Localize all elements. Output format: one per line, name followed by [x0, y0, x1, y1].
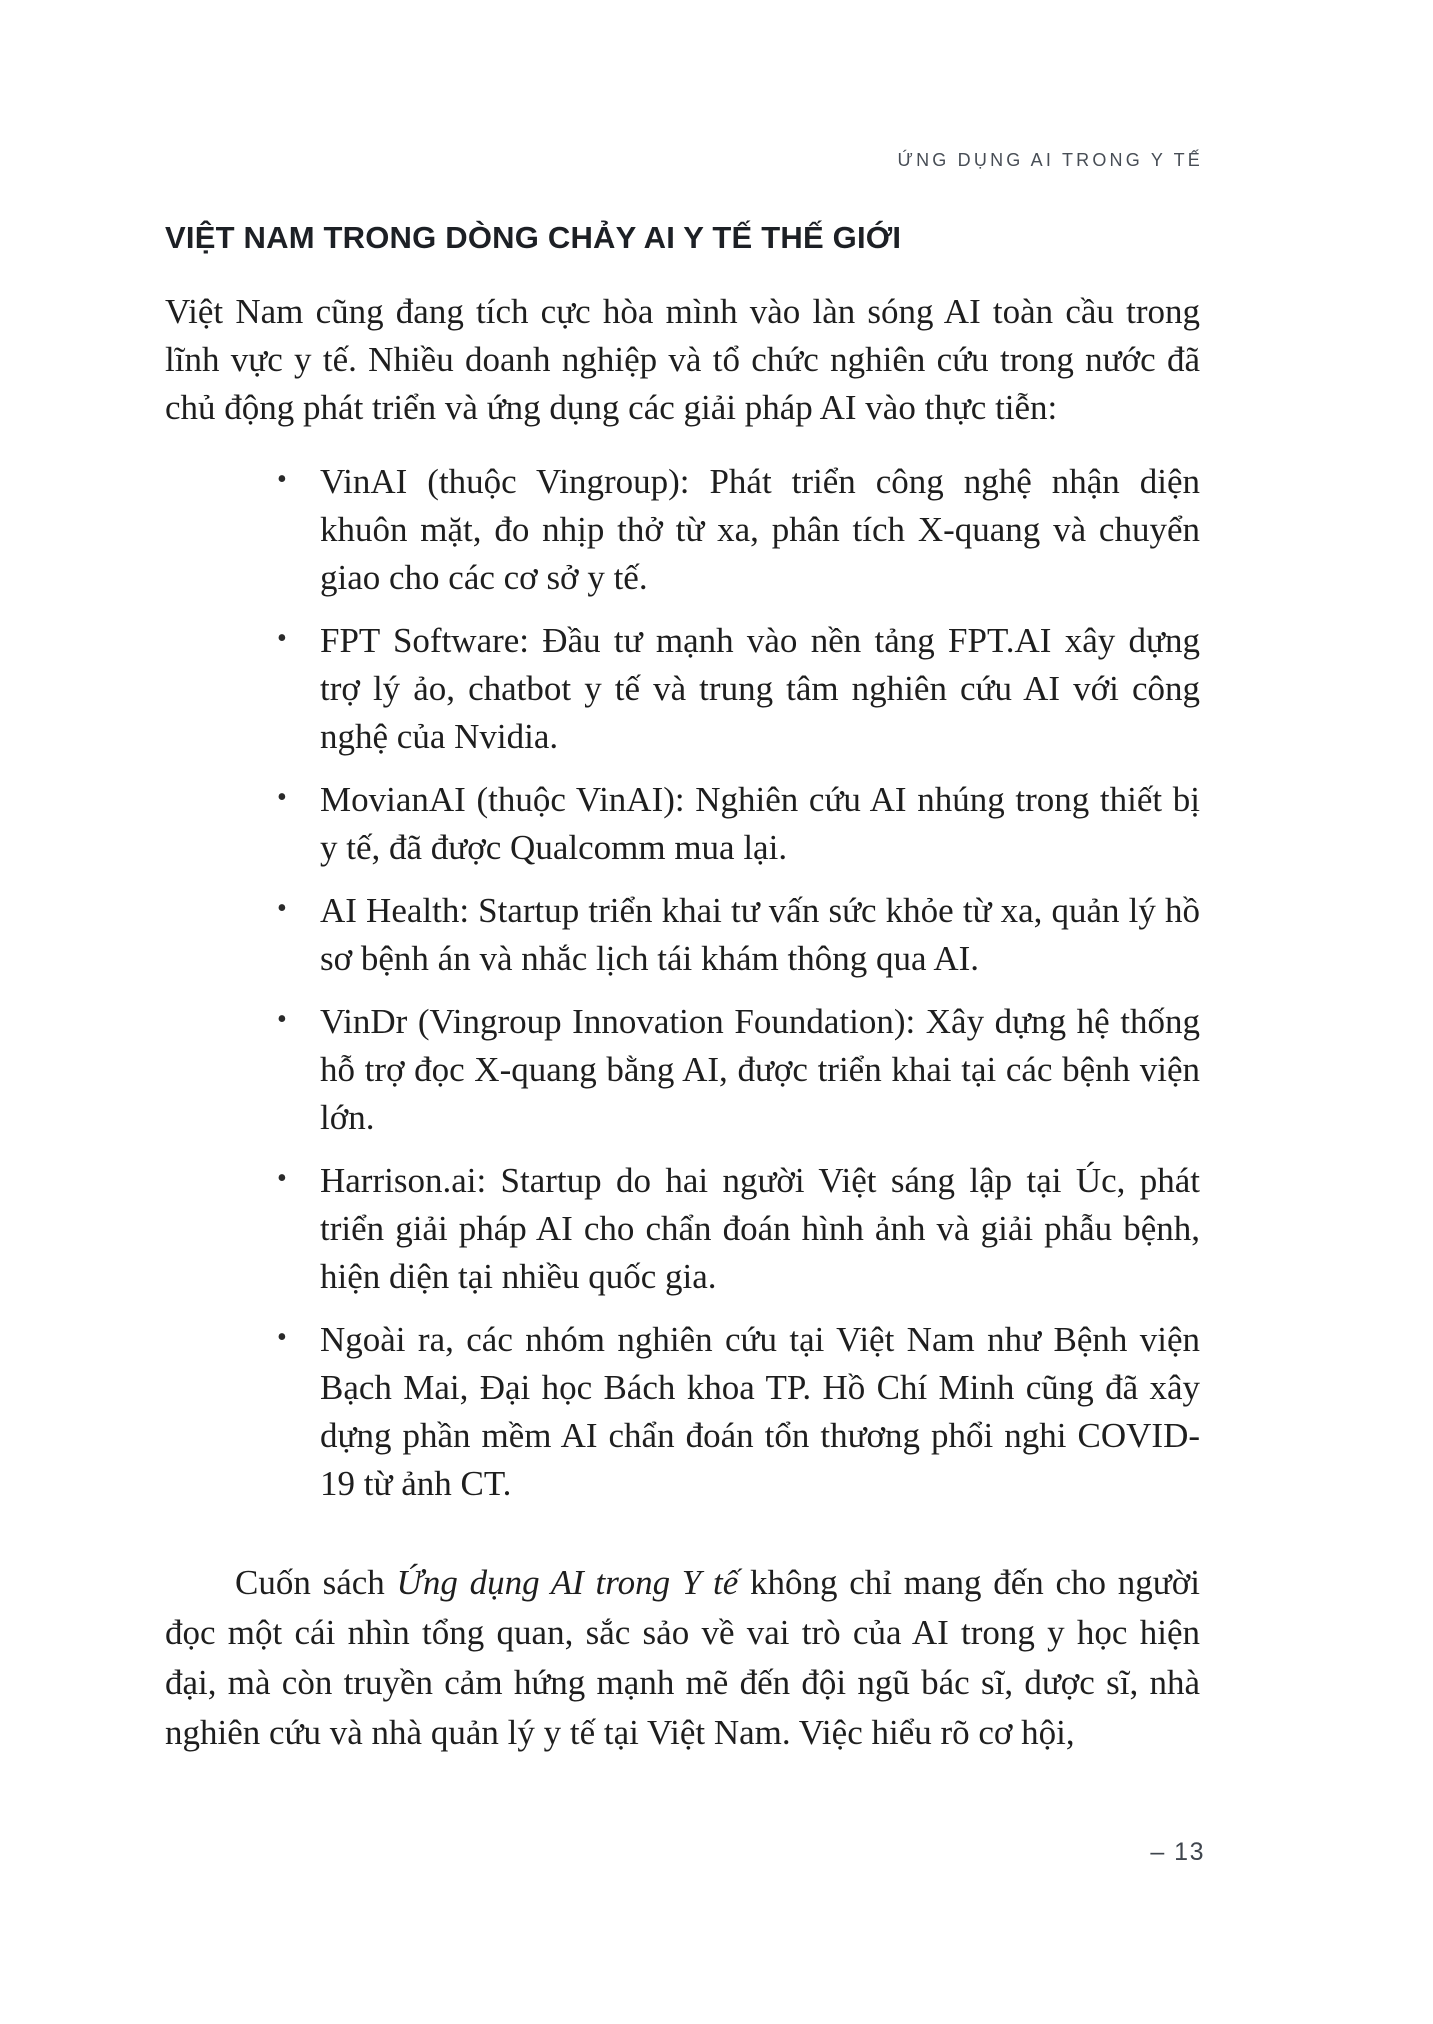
page-number: – 13	[1150, 1838, 1205, 1866]
running-header: ỨNG DỤNG AI TRONG Y TẾ	[897, 150, 1203, 170]
bullet-icon: •	[277, 1004, 287, 1035]
list-item	[165, 617, 1200, 761]
bullet-icon: •	[277, 464, 287, 495]
book-title: Ứng dụng AI trong Y tế	[396, 1563, 739, 1602]
list-item	[165, 458, 1200, 602]
bullet-text: AI Health: Startup triển khai tư vấn sức khỏe từ xa, quản lý hồ sơ bệnh án và nhắc lịch tái khám thông qua AI.	[320, 891, 1200, 978]
closing-paragraph	[165, 1558, 1200, 1758]
intro-paragraph: Việt Nam cũng đang tích cực hòa mình vào làn sóng AI toàn cầu trong lĩnh vực y tế. Nhiều doanh nghiệp và tổ chức nghiên cứu trong nước đã chủ động phát triển và ứng dụng các giải pháp AI vào thực tiễn:	[165, 292, 1200, 427]
list-item	[165, 776, 1200, 872]
list-item	[165, 887, 1200, 983]
bullet-icon: •	[277, 782, 287, 813]
bullet-text: Ngoài ra, các nhóm nghiên cứu tại Việt Nam như Bệnh viện Bạch Mai, Đại học Bách khoa TP. Hồ Chí Minh cũng đã xây dựng phần mềm AI chẩn đoán tổn thương phổi nghi COVID-19 từ ảnh CT.	[320, 1320, 1200, 1503]
list-item	[165, 1157, 1200, 1301]
bullet-icon: •	[277, 1163, 287, 1194]
bullet-text: FPT Software: Đầu tư mạnh vào nền tảng FPT.AI xây dựng trợ lý ảo, chatbot y tế và trung tâm nghiên cứu AI với công nghệ của Nvidia.	[320, 621, 1200, 756]
closing-prefix: Cuốn sách	[235, 1563, 397, 1602]
bullet-text: VinAI (thuộc Vingroup): Phát triển công nghệ nhận diện khuôn mặt, đo nhịp thở từ xa, phân tích X-quang và chuyển giao cho các cơ sở y tế.	[320, 462, 1200, 597]
bullet-list	[165, 458, 1200, 1523]
bullet-icon: •	[277, 623, 287, 654]
bullet-text: VinDr (Vingroup Innovation Foundation): Xây dựng hệ thống hỗ trợ đọc X-quang bằng AI, được triển khai tại các bệnh viện lớn.	[320, 1002, 1200, 1137]
list-item	[165, 1316, 1200, 1508]
bullet-icon: •	[277, 893, 287, 924]
bullet-text: Harrison.ai: Startup do hai người Việt sáng lập tại Úc, phát triển giải pháp AI cho chẩn đoán hình ảnh và giải phẫu bệnh, hiện diện tại nhiều quốc gia.	[320, 1161, 1200, 1296]
list-item	[165, 998, 1200, 1142]
section-heading: VIỆT NAM TRONG DÒNG CHẢY AI Y TẾ THẾ GIỚI	[165, 220, 902, 255]
bullet-text: MovianAI (thuộc VinAI): Nghiên cứu AI nhúng trong thiết bị y tế, đã được Qualcomm mua lại.	[320, 780, 1200, 867]
bullet-icon: •	[277, 1322, 287, 1353]
closing-suffix: không chỉ mang đến cho người đọc một cái nhìn tổng quan, sắc sảo về vai trò của AI trong y học hiện đại, mà còn truyền cảm hứng mạnh mẽ đến đội ngũ bác sĩ, dược sĩ, nhà nghiên cứu và nhà quản lý y tế tại Việt Nam. Việc hiểu rõ cơ hội,	[165, 1563, 1200, 1752]
